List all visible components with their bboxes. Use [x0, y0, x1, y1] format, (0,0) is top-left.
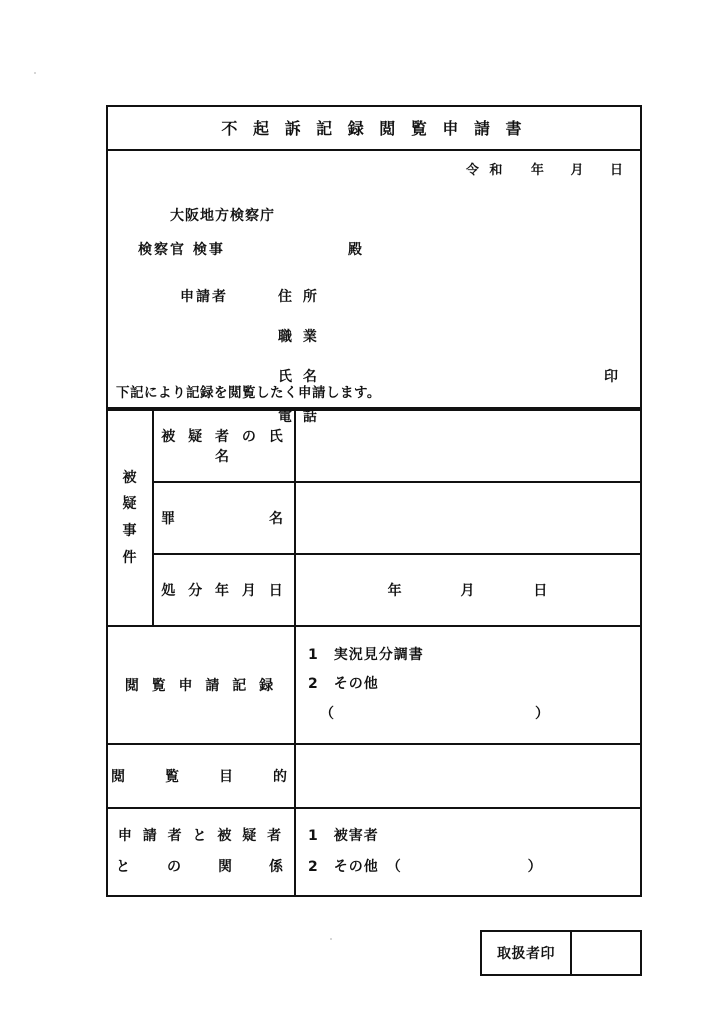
- disposition-year-label: 年: [387, 583, 403, 599]
- relation-label-line1: 申 請 者 と 被 疑 者: [117, 828, 285, 845]
- applicant-prefix-label: 申請者: [180, 289, 228, 305]
- era-label: 令 和: [465, 163, 506, 178]
- suspect-name-label: 被 疑 者 の 氏 名: [153, 410, 295, 482]
- relation-options[interactable]: [295, 808, 640, 895]
- relation-option-1[interactable]: 1 被害者: [308, 828, 379, 845]
- applicant-phone-row: [278, 406, 320, 446]
- prosecutor-label: 検察官 検事: [138, 242, 225, 258]
- applicant-occupation-label: 職 業: [278, 329, 320, 345]
- paren-open: （: [320, 705, 335, 722]
- records-option-other-input[interactable]: [308, 700, 640, 729]
- stamp-area: [106, 930, 642, 976]
- applicant-occupation-row: [278, 326, 320, 366]
- applicant-name-label: 氏 名: [278, 369, 320, 385]
- office-name: 大阪地方検察庁: [170, 208, 275, 224]
- disposition-date-label: 処 分 年 月 日: [153, 554, 295, 626]
- purpose-field[interactable]: [295, 744, 640, 808]
- relation-option-list: [296, 811, 640, 893]
- disposition-day-label: 日: [533, 583, 549, 599]
- records-request-label: 閲 覧 申 請 記 録: [108, 626, 295, 744]
- applicant-address-row: [180, 286, 320, 326]
- records-option-1[interactable]: 1 実況見分調書: [308, 647, 424, 663]
- disposition-date-field[interactable]: [295, 554, 640, 626]
- form-table: [108, 409, 640, 895]
- relation-label-line2: と の 関 係: [116, 859, 286, 876]
- relation-option-2[interactable]: [308, 852, 640, 883]
- applicant-address-label: 住 所: [278, 289, 320, 305]
- disposition-month-label: 月: [460, 583, 476, 599]
- seal-label: 印: [604, 369, 618, 385]
- case-vertical-label: [108, 410, 153, 626]
- scan-speck: [34, 72, 36, 74]
- crime-name-field[interactable]: [295, 482, 640, 554]
- case-label-char: 件: [122, 549, 138, 566]
- table-row: [108, 482, 640, 554]
- handler-stamp-field[interactable]: [572, 932, 640, 974]
- records-request-options[interactable]: [295, 626, 640, 744]
- handler-stamp-label: 取扱者印: [482, 932, 572, 974]
- suspect-name-field[interactable]: [295, 410, 640, 482]
- year-label: 年: [530, 163, 545, 178]
- case-label-char: 被: [122, 469, 138, 486]
- form-header-block: [108, 151, 640, 425]
- application-statement: 下記により記録を閲覧したく申請します。: [116, 385, 381, 401]
- date-line: [466, 159, 624, 178]
- table-row: [108, 410, 640, 482]
- table-row: [108, 744, 640, 808]
- table-row: [108, 554, 640, 626]
- applicant-phone-label: 電 話: [278, 409, 320, 425]
- form-title-row: [108, 107, 640, 151]
- records-option-list: [296, 627, 640, 743]
- case-label-char: 疑: [122, 496, 138, 513]
- table-row: [108, 808, 640, 895]
- handler-stamp-box: [480, 930, 642, 976]
- records-option-2[interactable]: 2 その他: [308, 676, 379, 693]
- month-label: 月: [570, 163, 585, 178]
- relation-option-2-label: 2 その他 （: [308, 859, 402, 876]
- page-title: 不 起 訴 記 録 閲 覧 申 請 書: [221, 119, 527, 138]
- purpose-label: 閲 覧 目 的: [108, 744, 295, 808]
- day-label: 日: [609, 163, 624, 178]
- table-row: [108, 626, 640, 744]
- dono-label: 殿: [348, 242, 362, 258]
- paren-close: ）: [535, 705, 550, 722]
- application-form: [106, 105, 642, 897]
- crime-name-label: 罪 名: [153, 482, 295, 554]
- paren-close: ）: [527, 859, 543, 876]
- case-label-char: 事: [122, 523, 138, 539]
- relation-label: [108, 808, 295, 895]
